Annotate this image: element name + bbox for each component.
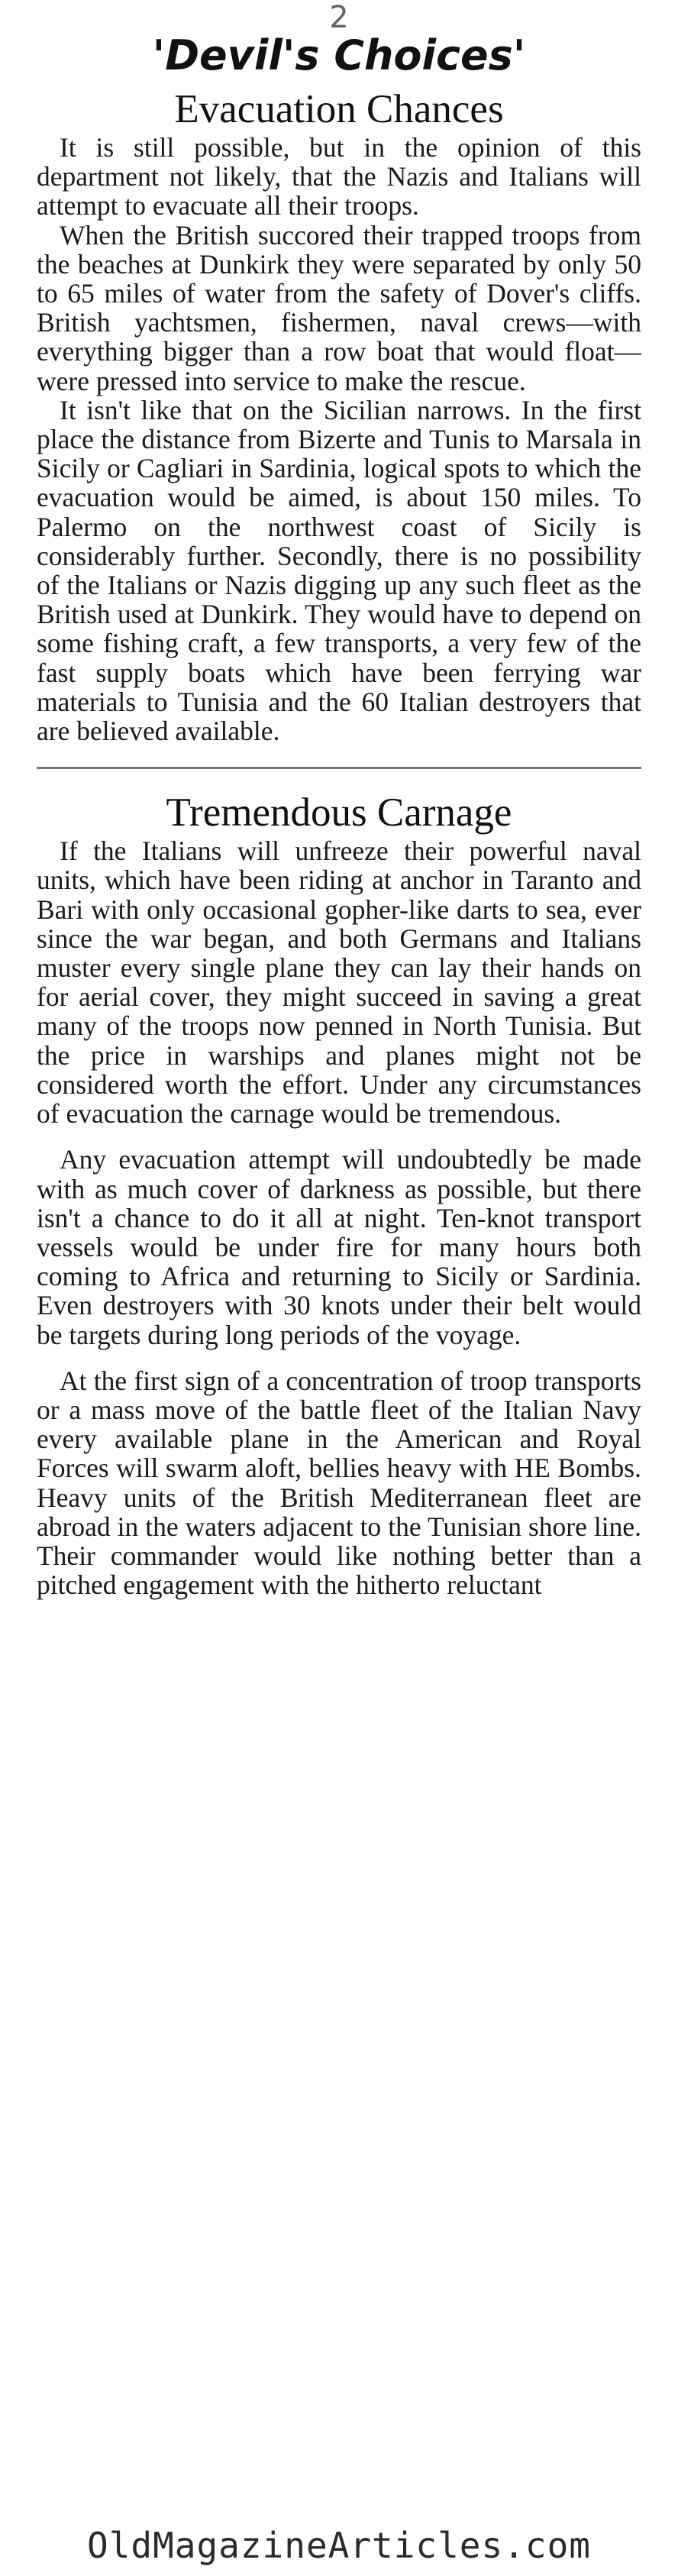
paragraph: It isn't like that on the Sicilian narrows. In the first place the distance from Bizerte and Tunis to Marsala in Sicily or Cagliari in Sardinia, logical spots to which the evacuation would be aimed, is about 150 miles. To Palermo on the northwest coast of Sicily is considerably further. Secondly, there is no possibility of the Italians or Nazis digging up any such fleet as the British used at Dunkirk. They would have to depend on some fishing craft, a few transports, a very few of the fast supply boats which have been ferrying war materials to Tunisia and the 60 Italian destroyers that are believed available. [37,394,641,747]
paragraph-gap [37,1349,641,1366]
paragraph: It is still possible, but in the opinion of this department not likely, that the Nazis and Italians will attempt to evacuate all their troops. [37,132,641,221]
paragraph: When the British succored their trapped troops from the beaches at Dunkirk they were separated by only 50 to 65 miles of water from the safety of Dover's cliffs. British yachtsmen, fishermen, naval crews—with everything bigger than a row boat that would float—were pressed into service to make the rescue. [37,219,641,396]
footer-watermark[interactable]: OldMagazineArticles.com [87,2525,591,2566]
section-divider [37,767,641,769]
page-title: 'Devil's Choices' [152,31,526,79]
paragraph-gap [37,1128,641,1145]
section-heading-evacuation: Evacuation Chances [174,87,504,131]
article-body [37,86,641,1599]
paragraph: At the first sign of a concentration of troop transports or a mass move of the battle fleet of the Italian Navy every available plane in the American and Royal Forces will swarm aloft, bellies heavy with HE Bombs. Heavy units of the British Mediterranean fleet are abroad in the waters adjacent to the Tunisian shore line. Their commander would like nothing better than a pitched engagement with the hitherto reluctant [37,1365,641,1601]
paragraph: If the Italians will unfreeze their powerful naval units, which have been riding at anchor in Taranto and Bari with only occasional gopher-like darts to sea, ever since the war began, and both Germans and Italians muster every single plane they can lay their hands on for aerial cover, they might succeed in saving a great many of the troops now penned in North Tunisia. But the price in warships and planes might not be considered worth the effort. Under any circumstances of evacuation the carnage would be tremendous. [37,836,641,1130]
paragraph: Any evacuation attempt will undoubtedly be made with as much cover of darkness as possible, but there isn't a chance to do it all at night. Ten-knot transport vessels would be under fire for many hours both coming to Africa and returning to Sicily or Sardinia. Even destroyers with 30 knots under their belt would be targets during long periods of the voyage. [37,1144,641,1350]
page-number: 2 [329,0,349,35]
section-heading-carnage: Tremendous Carnage [166,790,512,836]
